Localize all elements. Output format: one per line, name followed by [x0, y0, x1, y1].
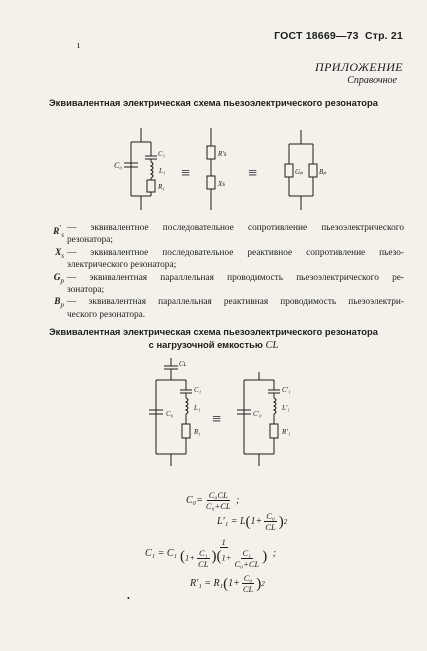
circuit-c: [285, 130, 326, 210]
label-l1: L₁: [194, 404, 201, 412]
formula-r1-prime: R′₁ = R₁ ( 1+ $\frac{\text{C₀}}{CL}$ ) 2: [190, 573, 265, 594]
appendix-title: ПРИЛОЖЕНИЕ: [315, 60, 403, 74]
label-c1: C₁: [194, 386, 202, 394]
label-c0-prime: C′₀: [253, 410, 262, 418]
conductance-gp: [285, 164, 293, 177]
definition-gp: $G_p$ — эквивалентная параллельная проводимость пьезоэлектрического ре- зонатора;: [53, 272, 404, 296]
equiv-sign-1: ≡: [180, 165, 191, 182]
resistor-r1: [147, 180, 155, 192]
formula-l1-prime: L′₁ = L ( 1+ $\frac{\text{C₀}}{CL}$ ) 2: [217, 511, 288, 532]
appendix-subtitle: Справочное: [347, 75, 397, 86]
label-gp: Gₚ: [295, 168, 304, 176]
label-xs: Xs: [218, 180, 225, 188]
label-r1-prime: R′₁: [282, 428, 291, 436]
circuit-load-b: [237, 372, 291, 466]
section2-title-line2: с нагрузочной емкостью CL: [148, 339, 279, 351]
reactance-xs: [207, 176, 215, 189]
circuit-b: [207, 128, 227, 210]
definitions-list: [44, 222, 404, 321]
definition-bp: $B_p$ — эквивалентная параллельная реактивная проводимость пьезоэлектри- ческого резонатора.: [54, 297, 404, 320]
equiv-sign-2: ≡: [247, 165, 258, 182]
label-c1: C₁: [158, 150, 166, 158]
section1-title: Эквивалентная электрическая схема пьезоэлектрического резонатора: [49, 97, 378, 108]
equiv-sign-3: ≡: [211, 411, 222, 428]
circuit-load-a: [149, 358, 201, 466]
page-header: [274, 30, 403, 42]
definition-xs: $X_s$ — эквивалентное последовательное реактивное сопротивление пьезо- электрического резонатора;: [55, 247, 404, 271]
label-l1: L₁: [159, 167, 166, 175]
susceptance-bp: [309, 164, 317, 177]
label-r1: R₁: [194, 428, 201, 436]
label-bp: Bₚ: [319, 168, 327, 176]
label-rs: R′s: [218, 150, 227, 158]
formula-c1: C₁ = C₁ 1 (1+ $\frac{\text{C₁}}{CL}$ )(1+ $\frac{\text{C₁}}{\text{C₀+CL}}$ ) ;: [145, 537, 277, 569]
label-c0: C₀: [166, 410, 174, 418]
label-cl: Cʟ: [179, 360, 187, 368]
resistor-rs: [207, 146, 215, 159]
section2-title-line1: Эквивалентная электрическая схема пьезоэлектрического резонатора: [49, 326, 378, 337]
equivalent-circuit-diagram-2: [0, 352, 427, 472]
page-number: Стр. 21: [364, 30, 403, 42]
equivalent-circuit-diagram-1: [0, 118, 427, 218]
label-l1-prime: L′₁: [282, 404, 290, 412]
margin-mark: ı: [77, 40, 80, 51]
formula-c0: C₀ = $\frac{\text{C₀CL}}{\text{C₀+CL}}$ ;: [186, 490, 240, 511]
label-c0: C₀: [114, 161, 123, 170]
circuit-a: [114, 128, 165, 210]
definition-rs: $R'_s$ — эквивалентное последовательное сопротивление пьезоэлектрического резонатора;: [53, 223, 404, 246]
label-r1: R₁: [158, 183, 165, 191]
page-speck: •: [127, 594, 130, 603]
standard-number: ГОСТ 18669—73: [274, 30, 359, 42]
label-c1-prime: C′₁: [282, 386, 291, 394]
